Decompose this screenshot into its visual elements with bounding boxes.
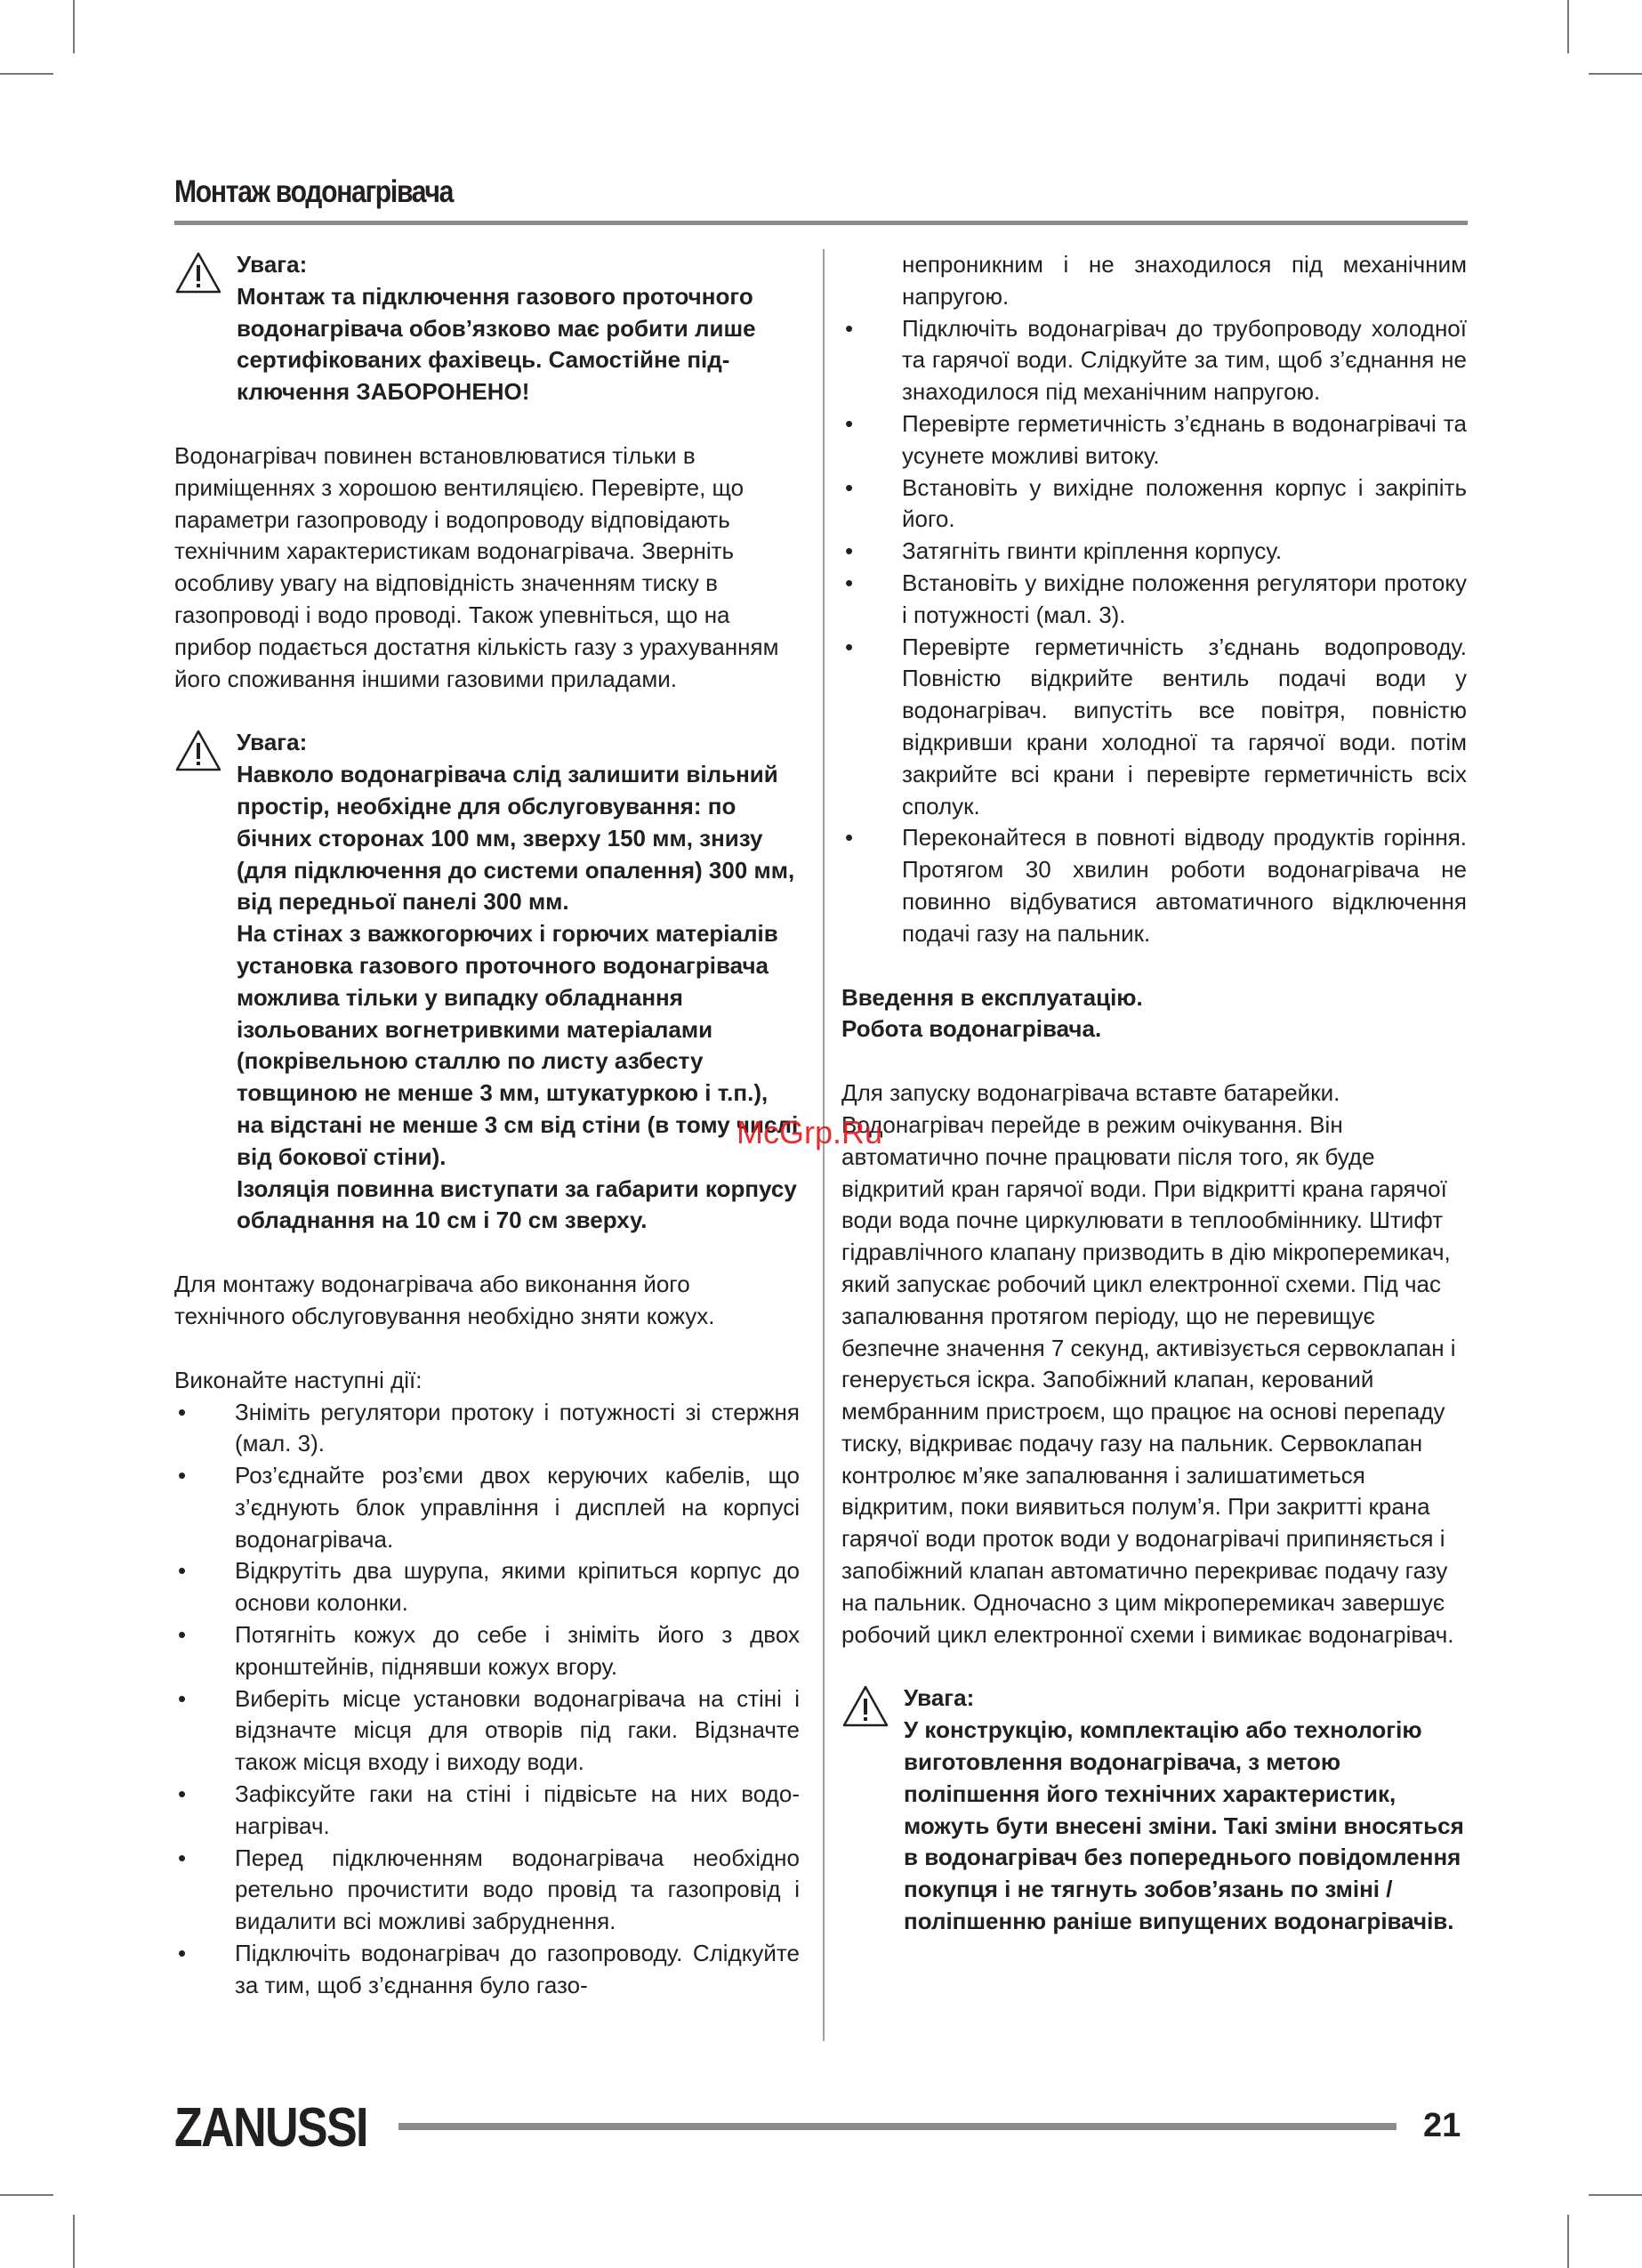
warning-text: Монтаж та підключення газового проточного водонагрівача обов’язково має робити лише сертифікованих фахівець. Самостійне підключення ЗАБОРОНЕНО!	[237, 282, 756, 406]
list-item: • Перевірте герметичність з’єднань в водонагрівачі та усунете можливі витоку.	[841, 408, 1467, 472]
list-item: • Переконайтеся в повноті відводу продуктів горіння. Протягом 30 хвилин роботи водонагрівача не повинно відбуватися автоматичного відключення подачі газу на пальник.	[841, 822, 1467, 949]
crop-mark	[1589, 73, 1642, 75]
crop-mark	[73, 0, 75, 53]
list-item: • Встановіть у вихідне положення регулятори протоку і потужності (мал. 3).	[841, 568, 1467, 632]
page-number: 21	[1423, 2107, 1461, 2144]
list-item: • Встановіть у вихідне положення корпус і закріпіть його.	[841, 472, 1467, 537]
title-divider	[174, 221, 1468, 225]
watermark: McGrp.Ru	[736, 1114, 883, 1150]
list-item: • Зафіксуйте гаки на стіні і підвісьте на них водонагрівач.	[174, 1779, 800, 1843]
warning-block	[174, 249, 800, 408]
warning-block	[841, 1683, 1467, 1937]
list-item: • Підключіть водонагрівач до газопроводу. Слідкуйте за тим, щоб з’єднання було газо-	[174, 1938, 800, 2002]
crop-mark	[0, 73, 53, 75]
crop-mark	[1567, 2215, 1569, 2268]
warning-icon	[174, 729, 222, 773]
list-item: • Відкрутіть два шурупа, якими кріпиться корпус до основи колонки.	[174, 1555, 800, 1619]
section-heading: Робота водонагрівача.	[841, 1015, 1102, 1043]
warning-icon	[841, 1684, 889, 1729]
footer-divider	[398, 2123, 1397, 2130]
steps-list	[174, 1397, 800, 2002]
steps-intro: Виконайте наступні дії:	[174, 1366, 423, 1393]
list-item: • Роз’єднайте роз’єми двох керуючих кабелів, що з’єднують блок управління і дисплей на корпусі водонагрівача.	[174, 1460, 800, 1555]
list-continuation: непроникним і не знаходилося під механічним напругою.	[902, 251, 1467, 310]
warning-title: Увага:	[904, 1684, 975, 1712]
warning-title: Увага:	[237, 729, 308, 756]
warning-text: Ізоляція повинна виступати за габарити корпусу обладнання на 10 см і 70 см зверху.	[237, 1174, 797, 1234]
steps-list	[841, 313, 1467, 950]
casing-note: Для монтажу водонагрівача або виконання його технічного обслуговування необхідно зняти кожух.	[174, 1271, 715, 1329]
section-heading: Введення в експлуатацію.	[841, 983, 1143, 1011]
warning-icon	[174, 251, 222, 295]
list-item: • Потягніть кожух до себе і зніміть його з двох кронштейнів, піднявши кожух вгору.	[174, 1619, 800, 1683]
left-column	[174, 249, 800, 2002]
warning-text: У конструкцію, комплектацію або технологію виготовлення водонагрівача, з метою поліпшення його технічних характеристик, можуть бути внесені зміни. Такі зміни вносяться в водонагрівач без попереднього повідомлення покупця і не тягнуть зобов’язань по зміні / поліпшенню раніше випущених водонагрівачів.	[904, 1716, 1464, 1935]
list-item: • Затягніть гвинти кріплення корпусу.	[841, 536, 1467, 568]
crop-mark	[1567, 0, 1569, 53]
crop-mark	[73, 2215, 75, 2268]
crop-mark	[1589, 2194, 1642, 2196]
list-item: • Зніміть регулятори протоку і потужності зі стержня (мал. 3).	[174, 1397, 800, 1461]
brand-logo: ZANUSSI	[174, 2097, 367, 2159]
list-item: • Підключіть водонагрівач до трубопроводу холодної та гарячої води. Слідкуйте за тим, щоб з’єднання не знаходилося під механічним напругою.	[841, 313, 1467, 408]
installation-intro: Водонагрівач повинен встановлюватися тільки в приміщеннях з хорошою вентиляцією. Перевірте, що параметри газопроводу і водопроводу відповідають технічним характеристикам водонагрівача. Зверніть особливу увагу на відповідність значенням тиску в газопроводі і водо проводі. Також упевніться, що на прибор подається достатня кількість газу з урахуванням його споживання іншими газовими приладами.	[174, 441, 779, 692]
warning-text: Навколо водонагрівача слід залишити вільний простір, необхідне для обслуговування: по бічних сторонах 100 мм, зверху 150 мм, знизу (для підключення до системи опалення) 300 мм, від передньої панелі 300 мм.	[237, 761, 795, 916]
warning-block	[174, 727, 800, 1237]
page-title: Монтаж водонагрівача	[174, 174, 454, 209]
warning-text: На стінах з важкогорючих і горючих матеріалів установка газового проточного водонагрівача можлива тільки у випадку обладнання ізольованих вогнетривкими матеріалами (покрівельною сталлю по листу азбесту товщиною не менше 3 мм, штукатуркою і т.п.), на відстані не менше 3 см від стіни (в тому числі від бокової стіни).	[237, 920, 799, 1170]
list-item: • Перевірте герметичність з’єднань водопроводу. Повністю відкрийте вентиль подачі води у водонагрівач. випустіть все повітря, повністю відкривши крани холодної та гарячої води. потім закрийте всі крани і перевірте герметичність всіх сполук.	[841, 632, 1467, 823]
crop-mark	[0, 2194, 53, 2196]
list-item: • Перед підключенням водонагрівача необхідно ретельно прочистити водо провід та газопровід і видалити всі можливі забруднення.	[174, 1843, 800, 1938]
list-item: • Виберіть місце установки водонагрівача на стіні і відзначте місця для отворів під гаки. Відзначте також місця входу і виходу води.	[174, 1683, 800, 1779]
right-column	[841, 249, 1467, 1938]
operation-description: Для запуску водонагрівача вставте батарейки. Водонагрівач перейде в режим очікування. Він автоматично почне працювати після того, як буде відкритий кран гарячої води. При відкритті крана гарячої води вода почне циркулювати в теплообміннику. Штифт гідравлічного клапану призводить в дію мікроперемикач, який запускає робочий цикл електронної схеми. Під час запалювання протягом періоду, що не перевищує безпечне значення 7 секунд, активізується сервоклапан і генерується іскра. Запобіжний клапан, керований мембранним пристроєм, що працює на основі перепаду тиску, відкриває подачу газу на пальник. Сервоклапан контролює м’яке запалювання і залишатиметься відкритим, поки виявиться полум’я. При закритті крана гарячої води проток води у водонагрівачі припиняється і запобіжний клапан автоматично перекриває подачу газу на пальник. Одночасно з цим мікроперемикач завершує робочий цикл електронної схеми і вимикає водонагрівач.	[841, 1079, 1456, 1648]
warning-title: Увага:	[237, 251, 308, 278]
